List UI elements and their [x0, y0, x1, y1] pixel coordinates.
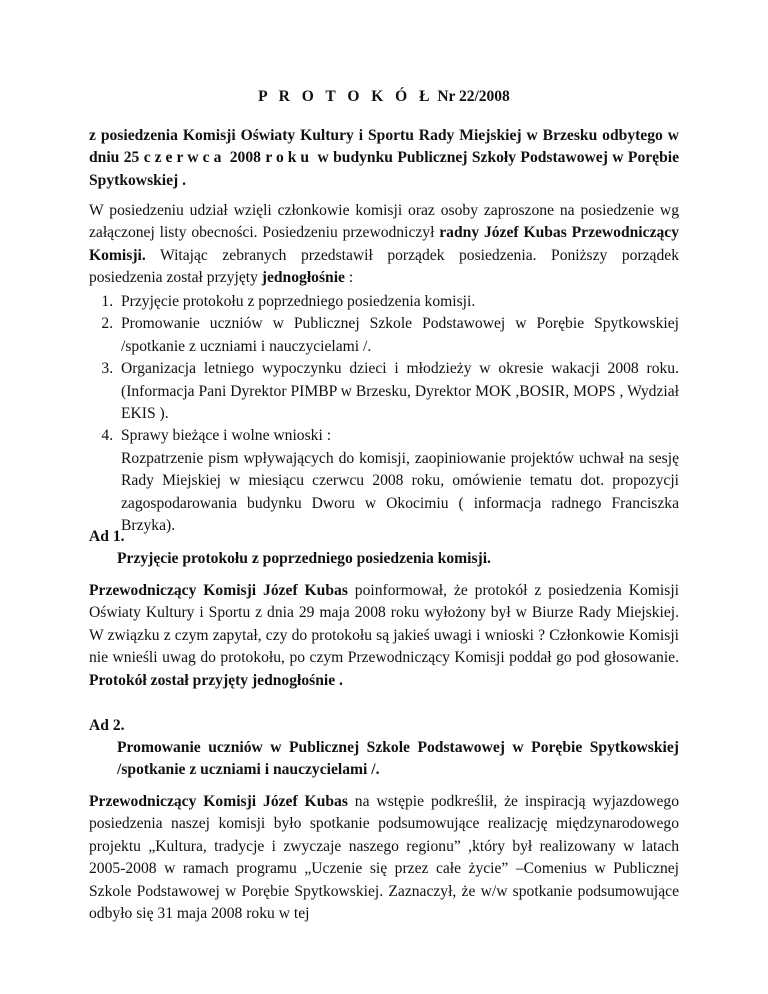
agenda-list	[89, 291, 679, 537]
heading-year-word: roku	[265, 149, 314, 167]
ad2-lead: Przewodniczący Komisji Józef Kubas	[89, 793, 348, 810]
heading-year: 2008	[225, 149, 266, 167]
ad1-result: Protokół został przyjęty jednogłośnie .	[89, 671, 343, 689]
intro-end: :	[344, 269, 354, 287]
intro-chair: radny Józef Kubas Przewodniczący Komisji.	[89, 224, 680, 264]
agenda-item	[117, 425, 679, 537]
heading-text: z posiedzenia Komisji Oświaty Kultury i Sportu Rady Miejskiej w Brzesku odbytego w dniu 25	[89, 127, 679, 167]
title-prefix: P R O T O K Ó Ł	[258, 88, 434, 105]
agenda-item: 1. Przyjęcie protokołu z poprzedniego posiedzenia komisji.	[117, 291, 679, 313]
title-number: Nr 22/2008	[437, 88, 510, 105]
ad1-body: poinformował, że protokół z posiedzenia Komisji Oświaty Kultury i Sportu z dnia 29 maja 2008 roku wyłożony był w Biurze Rady Miejskiej. W związku z czym zapytał, czy do protokołu są jakieś uwagi i wnioski ? Członkowie Komisji nie wnieśli uwag do protokołu, po czym Przewodniczący Komisji poddał go pod głosowanie.	[89, 582, 679, 667]
ad1-paragraph	[89, 580, 679, 692]
ad2-paragraph	[89, 791, 679, 925]
ad1-title: Przyjęcie protokołu z poprzedniego posiedzenia komisji.	[117, 550, 491, 567]
agenda-item-4-title: Sprawy bieżące i wolne wnioski :	[121, 427, 332, 445]
agenda-item: 2. Promowanie uczniów w Publicznej Szkole Podstawowej w Porębie Spytkowskiej /spotkanie z uczniami i nauczycielami /.	[117, 313, 679, 358]
ad2-label: Ad 2.	[89, 717, 125, 734]
ad2-body: na wstępie podkreślił, że inspiracją wyjazdowego posiedzenia naszej komisji było spotkanie podsumowujące realizację międzynarodowego projektu „Kultura, tradycje i zwyczaje naszego regionu” ,który był realizowany w latach 2005-2008 w ramach programu „Uczenie się przez całe życie” –Comenius w Publicznej Szkole Podstawowej w Porębie Spytkowskiej. Zaznaczył, że w/w spotkanie podsumowujące odbyło się 31 maja 2008 roku w tej	[89, 793, 679, 923]
agenda-item: 3. Organizacja letniego wypoczynku dzieci i młodzieży w okresie wakacji 2008 roku. (Informacja Pani Dyrektor PIMBP w Brzesku, Dyrektor MOK ,BOSIR, MOPS , Wydział EKIS ).	[117, 358, 679, 425]
heading-month: czerwca	[143, 149, 226, 167]
ad2-title: Promowanie uczniów w Publicznej Szkole Podstawowej w Porębie Spytkowskiej /spotkanie z uczniami i nauczycielami /.	[117, 739, 679, 779]
intro-unanimous: jednogłośnie	[261, 269, 345, 287]
agenda-item-4-detail: Rozpatrzenie pism wpływających do komisji, zaopiniowanie projektów uchwał na sesję Rady Miejskiej w miesiącu czerwcu 2008 roku, omówienie tematu dot. propozycji zagospodarowania budynku Dworu w Okocimiu ( informacja radnego Franciszka Brzyka).	[121, 449, 679, 535]
intro-text-2: Witając zebranych przedstawił porządek posiedzenia. Poniższy porządek posiedzenia został przyjęty	[89, 246, 679, 287]
intro-paragraph	[89, 200, 679, 290]
document-title	[89, 86, 679, 108]
intro-text: W posiedzeniu udział wzięli członkowie komisji oraz osoby zaproszone na posiedzenie wg załączonej listy obecności. Posiedzeniu przewodniczył	[89, 202, 679, 242]
document-heading	[89, 125, 679, 192]
heading-location: w budynku Publicznej Szkoły Podstawowej w Porębie Spytkowskiej .	[89, 149, 680, 189]
ad1-label: Ad 1.	[89, 528, 125, 545]
ad1-lead: Przewodniczący Komisji Józef Kubas	[89, 582, 348, 599]
